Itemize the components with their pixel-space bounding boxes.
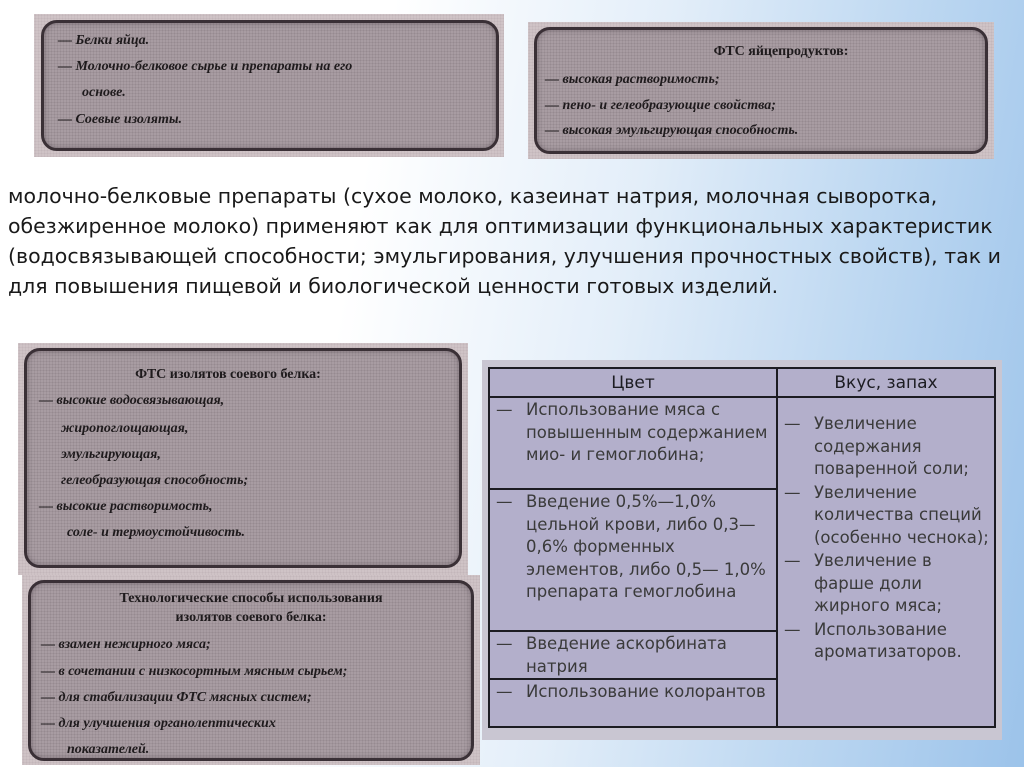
milk-protein-paragraph: молочно-белковые препараты (сухое молоко, казеинат натрия, молочная сыворотка, обезжиренное молоко) применяют как для оптимизации функциональных характеристик (водосвязывающей способности; эмульгирования, улучшения прочностных свойств), так и для повышения пищевой и биологической ценности готовых изделий. bbox=[8, 184, 1001, 298]
list-item: — Увеличение содержания поваренной соли; bbox=[778, 412, 994, 481]
header-taste: Вкус, запах bbox=[777, 368, 995, 397]
source-item-1: — Белки яйца. bbox=[58, 33, 150, 48]
egg-fts-item-2: — пено- и гелеобразующие свойства; bbox=[545, 98, 776, 113]
tech-item-3: — для стабилизации ФТС мясных систем; bbox=[41, 690, 312, 705]
soy-fts-item-1: — высокие водосвязывающая, bbox=[39, 393, 225, 408]
list-item: — Использование мяса с повышенным содержанием мио- и гемоглобина; bbox=[490, 398, 776, 467]
taste-item-4: Использование ароматизаторов. bbox=[814, 619, 962, 661]
box-egg-fts bbox=[534, 27, 988, 154]
list-item: — Введение 0,5%—1,0% цельной крови, либо 0,3— 0,6% форменных элементов, либо 0,5— 1,0% препарата гемоглобина bbox=[490, 490, 776, 604]
scan-egg-fts bbox=[528, 22, 994, 159]
source-item-4: — Соевые изоляты. bbox=[58, 112, 183, 127]
color-item-4: Использование колорантов bbox=[526, 682, 766, 701]
tech-item-4: — для улучшения органолептических bbox=[41, 716, 276, 731]
list-item: — Введение аскорбината натрия bbox=[490, 632, 776, 678]
list-item: — Увеличение в фарше доли жирного мяса; bbox=[778, 549, 994, 618]
header-color: Цвет bbox=[489, 368, 777, 397]
source-item-2: — Молочно-белковое сырье и препараты на его bbox=[58, 59, 353, 74]
color-item-3: Введение аскорбината натрия bbox=[526, 634, 727, 676]
color-item-1: Использование мяса с повышенным содержанием мио- и гемоглобина; bbox=[526, 400, 768, 464]
scan-tech bbox=[22, 575, 480, 765]
taste-item-2: Увеличение количества специй (особенно чеснока); bbox=[814, 482, 989, 547]
egg-fts-item-3: — высокая эмульгирующая способность. bbox=[545, 123, 799, 138]
taste-item-1: Увеличение содержания поваренной соли; bbox=[814, 414, 969, 478]
tech-item-1: — взамен нежирного мяса; bbox=[41, 637, 211, 652]
table-color-taste bbox=[488, 367, 996, 728]
color-cell-3 bbox=[489, 631, 777, 679]
table-color-taste-frame bbox=[482, 360, 1002, 740]
tech-item-2: — в сочетании с низкосортным мясным сырьем; bbox=[41, 664, 348, 679]
soy-fts-title: ФТС изолятов соевого белка: bbox=[135, 367, 321, 382]
soy-fts-item-2: жиропоглощающая, bbox=[61, 421, 189, 436]
color-item-2: Введение 0,5%—1,0% цельной крови, либо 0,3— 0,6% форменных элементов, либо 0,5— 1,0% препарата гемоглобина bbox=[526, 492, 766, 601]
scan-sources bbox=[34, 14, 504, 157]
taste-item-3: Увеличение в фарше доли жирного мяса; bbox=[814, 551, 943, 615]
soy-fts-item-5: — высокие растворимость, bbox=[39, 499, 213, 514]
tech-title-line1: Технологические способы использования bbox=[119, 591, 383, 606]
tech-title-line2: изолятов соевого белка: bbox=[175, 610, 327, 625]
source-item-3: основе. bbox=[82, 85, 126, 100]
tech-item-5: показателей. bbox=[67, 742, 150, 757]
box-tech-methods bbox=[28, 580, 474, 761]
taste-cell bbox=[777, 397, 995, 727]
list-item: — Использование ароматизаторов. bbox=[778, 618, 994, 664]
egg-fts-title: ФТС яйцепродуктов: bbox=[713, 44, 849, 59]
box-soy-fts bbox=[24, 348, 462, 568]
color-cell-1 bbox=[489, 397, 777, 489]
soy-fts-item-6: соле- и термоустойчивость. bbox=[67, 525, 246, 540]
soy-fts-item-4: гелеобразующая способность; bbox=[61, 473, 249, 488]
scan-soy-fts bbox=[18, 343, 468, 575]
color-cell-2 bbox=[489, 489, 777, 631]
list-item: — Использование колорантов bbox=[490, 680, 776, 704]
soy-fts-item-3: эмульгирующая, bbox=[61, 447, 161, 462]
color-cell-4 bbox=[489, 679, 777, 727]
box-protein-sources bbox=[41, 20, 499, 151]
egg-fts-item-1: — высокая растворимость; bbox=[545, 72, 720, 87]
list-item: — Увеличение количества специй (особенно чеснока); bbox=[778, 481, 994, 550]
